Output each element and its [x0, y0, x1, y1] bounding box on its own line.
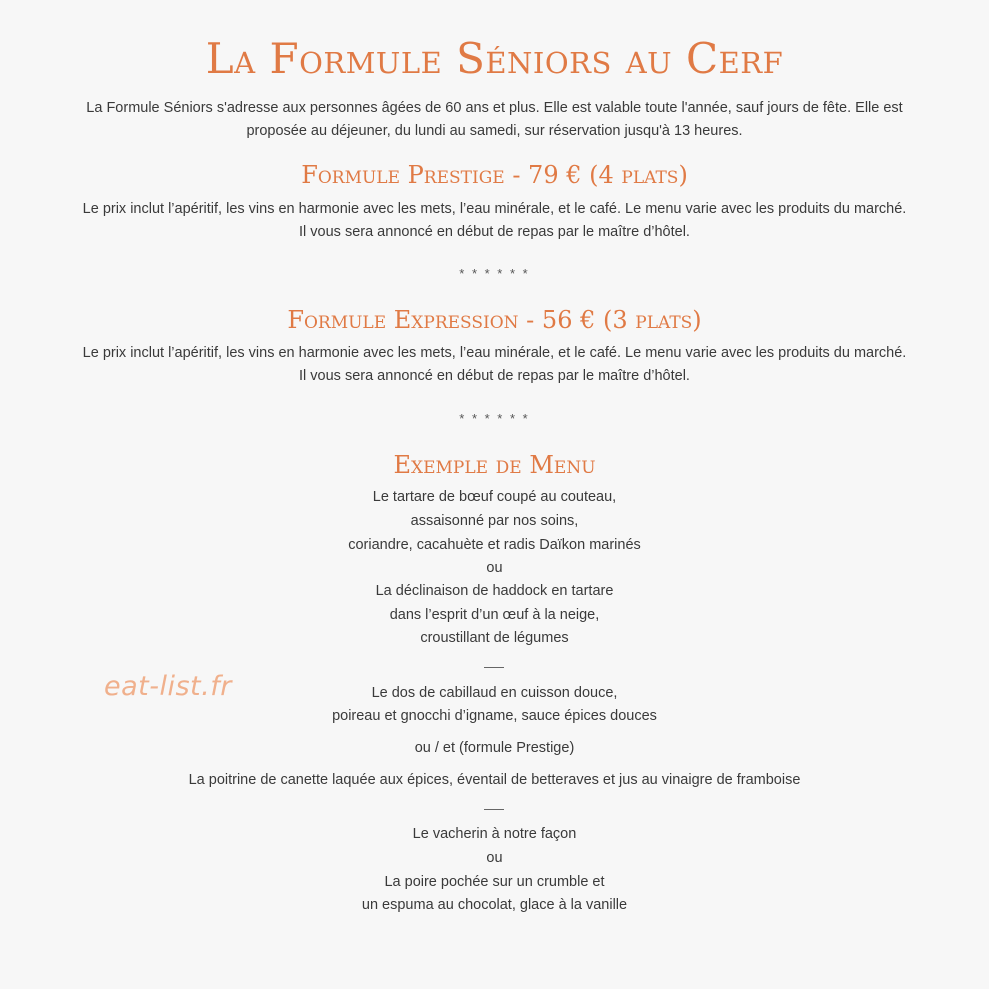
- or-and-note: ou / et (formule Prestige): [414, 740, 575, 756]
- prestige-line-1: Le prix inclut l’apéritif, les vins en harmonie avec les mets, l’eau minérale, et le café. Le menu varie avec les produits du marché.: [82, 201, 907, 217]
- separator-stars: * * * * * *: [459, 266, 530, 281]
- prestige-description: [0, 198, 989, 244]
- menu-title: Exemple de Menu: [393, 451, 596, 479]
- starter-line: La déclinaison de haddock en tartare: [375, 583, 614, 599]
- prestige-title: Formule Prestige - 79 € (4 plats): [301, 161, 688, 189]
- dessert-or: ou: [486, 850, 503, 866]
- expression-description: [0, 342, 989, 388]
- expression-title: Formule Expression - 56 € (3 plats): [287, 306, 702, 334]
- duck-line: La poitrine de canette laquée aux épices, éventail de betteraves et jus au vinaigre de framboise: [188, 772, 801, 788]
- course-divider: [484, 667, 504, 668]
- starter-line: croustillant de légumes: [420, 630, 569, 646]
- separator-stars: * * * * * *: [459, 411, 530, 426]
- starter-line: assaisonné par nos soins,: [410, 513, 579, 529]
- intro-line-1: La Formule Séniors s'adresse aux personnes âgées de 60 ans et plus. Elle est valable toute l'année, sauf jours de fête. Elle est: [86, 100, 903, 116]
- starter-line: coriandre, cacahuète et radis Daïkon marinés: [348, 537, 641, 553]
- watermark-logo: eat-list.fr: [104, 671, 232, 702]
- dessert-line: Le vacherin à notre façon: [412, 826, 577, 842]
- dessert-line: un espuma au chocolat, glace à la vanille: [361, 897, 628, 913]
- dessert-line: La poire pochée sur un crumble et: [384, 874, 605, 890]
- prestige-line-2: Il vous sera annoncé en début de repas par le maître d’hôtel.: [299, 224, 690, 240]
- intro-line-2: proposée au déjeuner, du lundi au samedi, sur réservation jusqu'à 13 heures.: [246, 123, 743, 139]
- starter-line: dans l’esprit d’un œuf à la neige,: [389, 607, 600, 623]
- course-divider: [484, 809, 504, 810]
- main-line: Le dos de cabillaud en cuisson douce,: [371, 685, 618, 701]
- expression-line-1: Le prix inclut l’apéritif, les vins en harmonie avec les mets, l’eau minérale, et le café. Le menu varie avec les produits du marché.: [82, 345, 907, 361]
- intro-text: [10, 97, 979, 143]
- expression-line-2: Il vous sera annoncé en début de repas par le maître d’hôtel.: [299, 368, 690, 384]
- starter-or: ou: [486, 560, 503, 576]
- starter-line: Le tartare de bœuf coupé au couteau,: [372, 489, 617, 505]
- page-title: La Formule Séniors au Cerf: [205, 34, 784, 83]
- main-line: poireau et gnocchi d’igname, sauce épices douces: [332, 708, 657, 724]
